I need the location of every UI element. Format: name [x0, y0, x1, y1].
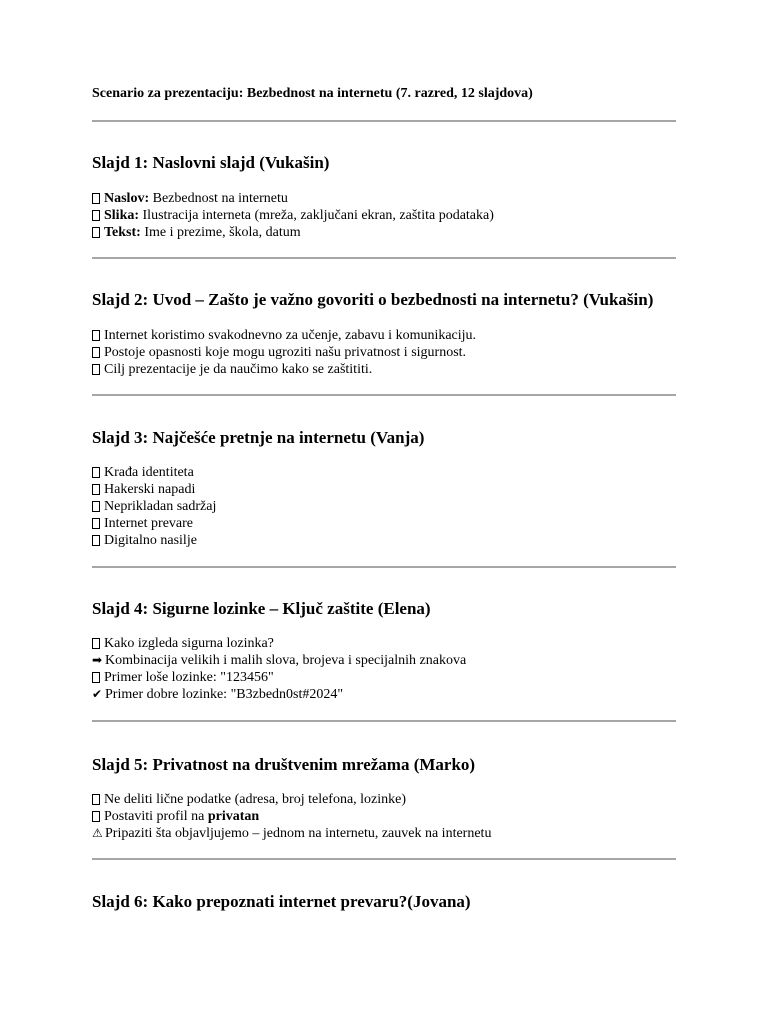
- slide-4-lines: [92, 635, 466, 703]
- item-text: Ime i prezime, škola, datum: [140, 225, 301, 240]
- missing-glyph-box-icon: [92, 467, 100, 478]
- slide-2-heading: Slajd 2: Uvod – Zašto je važno govoriti o bezbednosti na internetu? (Vukašin): [92, 290, 654, 309]
- item-text: Kako izgleda sigurna lozinka?: [104, 636, 274, 651]
- item-text: Ilustracija interneta (mreža, zaključani ekran, zaštita podataka): [139, 208, 494, 223]
- list-item: [92, 686, 466, 703]
- missing-glyph-box-icon: [92, 501, 100, 512]
- slide-1-heading: Slajd 1: Naslovni slajd (Vukašin): [92, 153, 330, 172]
- list-item: [92, 825, 491, 842]
- list-item: [92, 532, 216, 549]
- item-text: Primer dobre lozinke: "B3zbedn0st#2024": [105, 687, 344, 702]
- section-divider: [92, 394, 676, 396]
- missing-glyph-box-icon: [92, 210, 100, 221]
- list-item: [92, 327, 476, 344]
- warning-icon: ⚠: [92, 826, 103, 840]
- missing-glyph-box-icon: [92, 193, 100, 204]
- slide-5-heading: Slajd 5: Privatnost na društvenim mrežama (Marko): [92, 755, 476, 774]
- item-label: Tekst:: [104, 225, 141, 240]
- missing-glyph-box-icon: [92, 347, 100, 358]
- section-divider: [92, 720, 676, 722]
- list-item: [92, 361, 476, 378]
- missing-glyph-box-icon: [92, 811, 100, 822]
- item-text: Postoje opasnosti koje mogu ugroziti našu privatnost i sigurnost.: [104, 345, 467, 360]
- missing-glyph-box-icon: [92, 518, 100, 529]
- list-item: [92, 808, 491, 825]
- missing-glyph-box-icon: [92, 638, 100, 649]
- section-divider: [92, 120, 676, 122]
- item-text: Krađa identiteta: [104, 465, 194, 480]
- list-item: [92, 207, 494, 224]
- missing-glyph-box-icon: [92, 794, 100, 805]
- missing-glyph-box-icon: [92, 364, 100, 375]
- item-text: Kombinacija velikih i malih slova, brojeva i specijalnih znakova: [105, 653, 467, 668]
- item-emphasis: privatan: [207, 809, 260, 824]
- missing-glyph-box-icon: [92, 484, 100, 495]
- item-text: Pripaziti šta objavljujemo – jednom na internetu, zauvek na internetu: [105, 826, 492, 841]
- list-item: [92, 498, 216, 515]
- slide-2-lines: [92, 327, 476, 378]
- list-item: [92, 344, 476, 361]
- item-text: Bezbednost na internetu: [149, 191, 288, 206]
- right-arrow-icon: ➡: [92, 653, 103, 667]
- section-divider: [92, 566, 676, 568]
- item-text: Hakerski napadi: [104, 482, 196, 497]
- list-item: [92, 224, 494, 241]
- document-title: Scenario za prezentaciju: Bezbednost na internetu (7. razred, 12 slajdova): [92, 86, 533, 101]
- item-text: Primer loše lozinke: "123456": [104, 670, 274, 685]
- item-text: Internet prevare: [104, 516, 193, 531]
- item-text: Cilj prezentacije je da naučimo kako se zaštititi.: [104, 362, 373, 377]
- slide-5-lines: [92, 791, 491, 842]
- list-item: [92, 464, 216, 481]
- missing-glyph-box-icon: [92, 672, 100, 683]
- item-text: Neprikladan sadržaj: [104, 499, 217, 514]
- list-item: [92, 190, 494, 207]
- list-item: [92, 791, 491, 808]
- item-label: Naslov:: [104, 191, 150, 206]
- missing-glyph-box-icon: [92, 330, 100, 341]
- item-label: Slika:: [104, 208, 140, 223]
- list-item: [92, 652, 466, 669]
- item-text: Postaviti profil na: [104, 809, 208, 824]
- list-item: [92, 515, 216, 532]
- slide-3-lines: [92, 464, 216, 549]
- item-text: Digitalno nasilje: [104, 533, 197, 548]
- list-item: [92, 669, 466, 686]
- missing-glyph-box-icon: [92, 535, 100, 546]
- item-text: Ne deliti lične podatke (adresa, broj telefona, lozinke): [104, 792, 407, 807]
- slide-1-lines: [92, 190, 494, 241]
- section-divider: [92, 858, 676, 860]
- list-item: [92, 481, 216, 498]
- item-text: Internet koristimo svakodnevno za učenje, zabavu i komunikaciju.: [104, 328, 477, 343]
- slide-6-heading: Slajd 6: Kako prepoznati internet prevaru?(Jovana): [92, 892, 471, 911]
- section-divider: [92, 257, 676, 259]
- check-mark-icon: ✔: [92, 687, 103, 701]
- missing-glyph-box-icon: [92, 227, 100, 238]
- slide-3-heading: Slajd 3: Najčešće pretnje na internetu (Vanja): [92, 428, 425, 447]
- slide-4-heading: Slajd 4: Sigurne lozinke – Ključ zaštite (Elena): [92, 599, 431, 618]
- list-item: [92, 635, 466, 652]
